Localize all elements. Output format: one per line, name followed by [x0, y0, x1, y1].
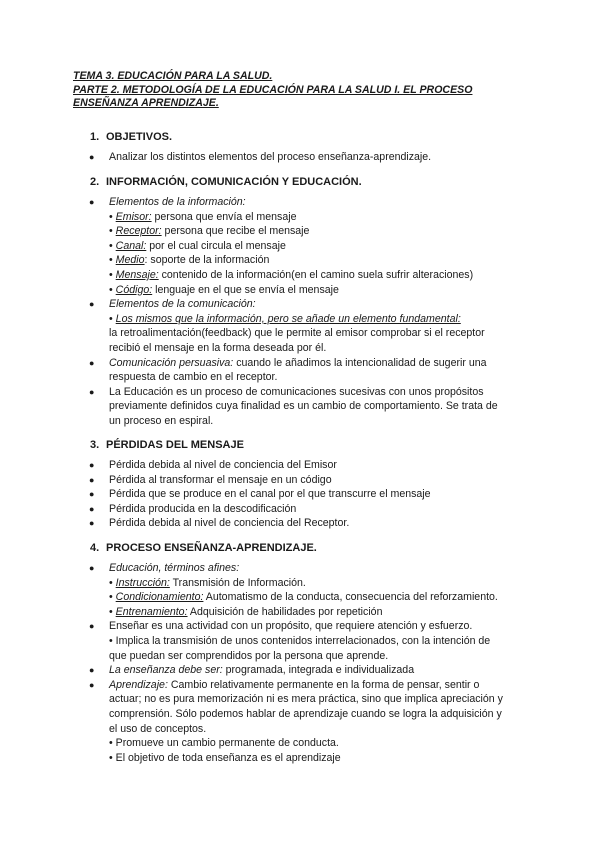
- definition: cuando le añadimos la intencionalidad de sugerir una: [233, 356, 487, 369]
- term: Mensaje:: [115, 268, 159, 281]
- text-line: recibió el mensaje en la forma deseada por él.: [109, 341, 327, 354]
- sub-item: [73, 312, 533, 327]
- sub-item: [73, 210, 533, 225]
- list-item: [73, 619, 533, 634]
- sub-bullet-icon: •: [109, 239, 113, 252]
- list-item-text: La Educación es un proceso de comunicaciones sucesivas con unos propósitos: [109, 385, 484, 398]
- list-item-text: Elementos de la comunicación:: [109, 298, 256, 311]
- sub-item: [73, 605, 533, 620]
- text-line: el uso de conceptos.: [109, 722, 207, 735]
- definition: persona que envía el mensaje: [151, 210, 297, 223]
- bullet-icon: ●: [89, 563, 95, 573]
- sub-bullet-icon: •: [109, 268, 113, 281]
- list-item: [73, 356, 533, 371]
- term: Instrucción:: [115, 576, 170, 589]
- sub-bullet-icon: •: [109, 225, 113, 238]
- sub-item: [73, 736, 533, 751]
- term: Aprendizaje:: [109, 678, 168, 691]
- list-item: [73, 516, 533, 531]
- sub-item: [73, 590, 533, 605]
- list-item: [73, 458, 533, 473]
- list-item-text: Pérdida debida al nivel de conciencia del Receptor.: [109, 517, 350, 530]
- list-item-text: Pérdida producida en la descodificación: [109, 502, 297, 515]
- definition: : soporte de la información: [144, 254, 270, 267]
- list-item: [73, 502, 533, 517]
- section-objetivos: [73, 130, 533, 165]
- list-item: [73, 561, 533, 576]
- definition: Transmisión de Información.: [169, 576, 306, 589]
- definition: por el cual circula el mensaje: [146, 239, 286, 252]
- sub-bullet-icon: •: [109, 283, 113, 296]
- text-line: previamente definidos cuya finalidad es un cambio de comportamiento. Se trata de: [109, 400, 498, 413]
- list-item: [73, 678, 533, 693]
- definition: Cambio relativamente permanente en la forma de pensar, sentir o: [167, 678, 480, 691]
- definition: programada, integrada e individualizada: [222, 664, 415, 677]
- sub-bullet-icon: •: [109, 605, 113, 618]
- definition: contenido de la información(en el camino suela sufrir alteraciones): [158, 268, 474, 281]
- bullet-icon: ●: [89, 357, 95, 368]
- term: Receptor:: [115, 225, 162, 238]
- term: Código:: [115, 283, 153, 296]
- sub-bullet-icon: •: [109, 312, 113, 325]
- list-item-text: Pérdida al transformar el mensaje en un código: [109, 473, 332, 486]
- section-informacion: [73, 175, 533, 429]
- bullet-icon: ●: [89, 152, 95, 162]
- sub-bullet-icon: •: [109, 751, 113, 764]
- section-title: PROCESO ENSEÑANZA-APRENDIZAJE.: [106, 542, 317, 554]
- bullet-icon: ●: [89, 474, 95, 485]
- section-number: 4.: [90, 542, 100, 554]
- section-title: PÉRDIDAS DEL MENSAJE: [106, 439, 244, 451]
- bullet-icon: ●: [89, 679, 95, 690]
- section-heading: [73, 438, 533, 453]
- section-proceso: [73, 541, 533, 765]
- bullet-icon: ●: [89, 299, 95, 310]
- section-title: INFORMACIÓN, COMUNICACIÓN Y EDUCACIÓN.: [106, 176, 362, 188]
- text-line: actuar; no es pura memorización ni es mera práctica, sino que implica apreciación y: [109, 693, 503, 706]
- list-item: [73, 150, 533, 165]
- term: Medio: [115, 254, 145, 267]
- list-item: [73, 473, 533, 488]
- sub-bullet-icon: •: [109, 591, 113, 604]
- list-item: [73, 487, 533, 502]
- sub-item: [73, 253, 533, 268]
- term: Canal:: [115, 239, 147, 252]
- text-line: respuesta de cambio en el receptor.: [109, 371, 278, 384]
- list-item: [73, 663, 533, 678]
- text-line: comprensión. Sólo podemos hablar de aprendizaje cuando se logra la adquisición y: [109, 707, 502, 720]
- section-heading: [73, 130, 533, 145]
- text-line: un proceso en espiral.: [109, 414, 214, 427]
- list-item: [73, 385, 533, 400]
- list-item-text: Pérdida que se produce en el canal por el que transcurre el mensaje: [109, 488, 431, 501]
- part-title: PARTE 2. METODOLOGÍA DE LA EDUCACIÓN PARA LA SALUD I. EL PROCESO: [73, 83, 473, 96]
- text-line: que puedan ser comprendidos por la persona que aprende.: [109, 649, 389, 662]
- definition: lenguaje en el que se envía el mensaje: [152, 283, 339, 296]
- text-line: la retroalimentación(feedback) que le permite al emisor comprobar si el receptor: [109, 327, 485, 340]
- bullet-icon: ●: [89, 386, 95, 397]
- bullet-icon: ●: [89, 621, 95, 632]
- bullet-icon: ●: [89, 518, 95, 529]
- term: Emisor:: [115, 210, 152, 223]
- section-number: 3.: [90, 439, 100, 451]
- section-title: OBJETIVOS.: [106, 131, 173, 143]
- list-item-text: Pérdida debida al nivel de conciencia del Emisor: [109, 459, 337, 471]
- list-item-text: Educación, términos afines:: [109, 562, 240, 574]
- term: Condicionamiento:: [115, 591, 204, 604]
- sub-item-text: El objetivo de toda enseñanza es el aprendizaje: [115, 751, 341, 764]
- section-number: 1.: [90, 131, 100, 143]
- bullet-icon: ●: [89, 197, 95, 207]
- list-item: [73, 297, 533, 312]
- section-heading: [73, 541, 533, 556]
- sub-item-text: Implica la transmisión de unos contenidos interrelacionados, con la intención de: [115, 634, 491, 647]
- sub-bullet-icon: •: [109, 634, 113, 647]
- list-item-text: Elementos de la información:: [109, 196, 246, 208]
- term: La enseñanza debe ser:: [109, 664, 223, 677]
- topic-title: TEMA 3. EDUCACIÓN PARA LA SALUD.: [73, 70, 273, 82]
- sub-item: [73, 751, 533, 766]
- document-header: [73, 70, 533, 111]
- list-item: [73, 195, 533, 210]
- sub-bullet-icon: •: [109, 210, 113, 223]
- bullet-icon: ●: [89, 489, 95, 500]
- sub-item: [73, 576, 533, 591]
- bullet-icon: ●: [89, 665, 95, 676]
- list-item-text: Analizar los distintos elementos del proceso enseñanza-aprendizaje.: [109, 151, 432, 163]
- part-title-continued: ENSEÑANZA APRENDIZAJE.: [73, 97, 219, 110]
- sub-item: [73, 634, 533, 649]
- sub-bullet-icon: •: [109, 254, 113, 267]
- sub-item: [73, 268, 533, 283]
- term: Los mismos que la información, pero se añade un elemento fundamental:: [115, 312, 461, 325]
- sub-bullet-icon: •: [109, 737, 113, 750]
- sub-item: [73, 239, 533, 254]
- definition: Automatismo de la conducta, consecuencia del reforzamiento.: [203, 591, 498, 604]
- term: Comunicación persuasiva:: [109, 356, 234, 369]
- section-number: 2.: [90, 176, 100, 188]
- sub-item: [73, 224, 533, 239]
- sub-item-text: Promueve un cambio permanente de conducta.: [115, 737, 339, 750]
- sub-bullet-icon: •: [109, 576, 113, 589]
- bullet-icon: ●: [89, 460, 95, 470]
- list-item-text: Enseñar es una actividad con un propósito, que requiere atención y esfuerzo.: [109, 620, 473, 633]
- bullet-icon: ●: [89, 503, 95, 514]
- term: Entrenamiento:: [115, 605, 188, 618]
- section-perdidas: [73, 438, 533, 531]
- definition: Adquisición de habilidades por repetición: [187, 605, 383, 618]
- sub-item: [73, 283, 533, 298]
- section-heading: [73, 175, 533, 190]
- definition: persona que recibe el mensaje: [161, 225, 310, 238]
